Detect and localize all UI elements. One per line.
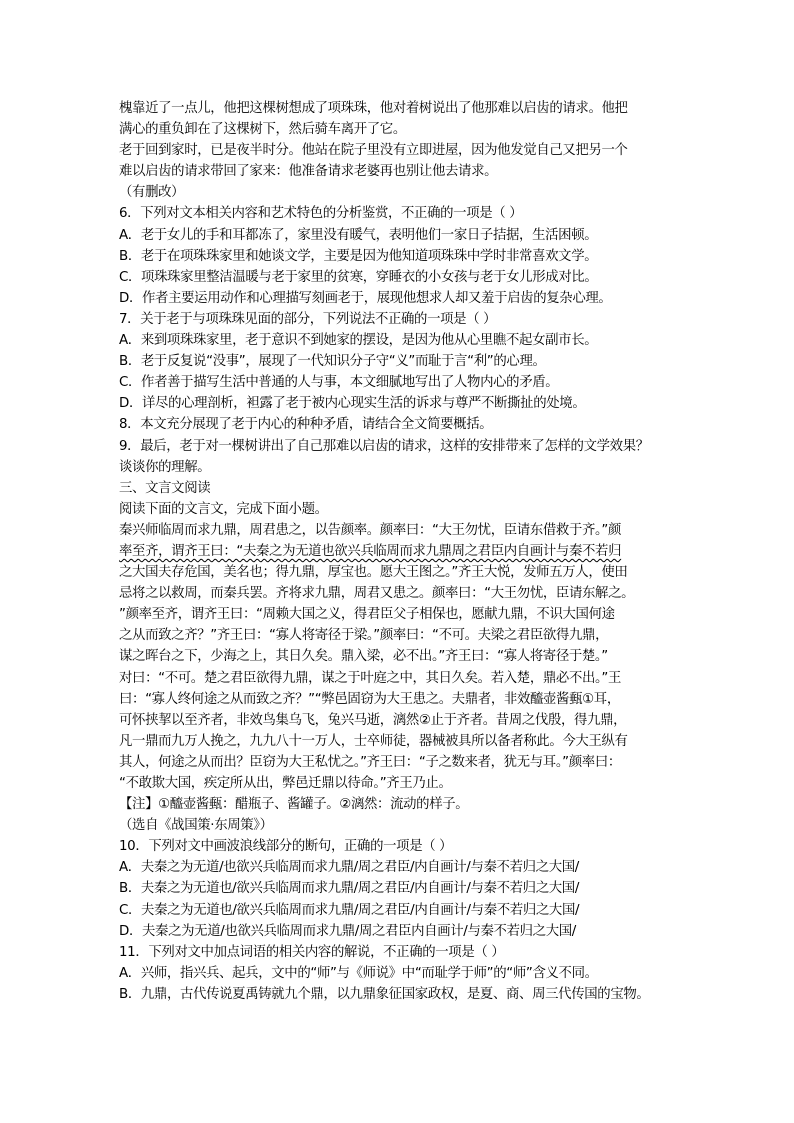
question-7-option-a: A．来到项珠珠家里，老于意识不到她家的摆设，是因为他从心里瞧不起女副市长。 [119,333,598,349]
text-line: 难以启齿的请求带回了家来：他准备请求老婆再也别让他去请求。 [119,164,498,180]
classical-text-line: 谋之晖台之下，少海之上，其日久矣。鼎入梁，必不出。”齐王曰：“寡人将寄径于楚。” [119,649,608,665]
classical-text-line: 曰：“寡人终何途之从而致之齐？”“弊邑固窃为大王患之。夫鼎者，非效醯壶酱甀①耳， [119,691,620,707]
classical-text-line: 对曰：“不可。楚之君臣欲得九鼎，谋之于叶庭之中，其日久矣。若入楚，鼎必不出。”王 [119,670,622,686]
question-6-option-a: A．老于女儿的手和耳都冻了，家里没有暖气，表明他们一家日子拮据，生活困顿。 [119,227,598,243]
annotation-note: 【注】①醯壶酱甀：醋瓶子、酱罐子。②漓然：流动的样子。 [119,797,469,813]
source-note: （有删改） [119,185,185,201]
classical-text-line: 之大国夫存危国，美名也；得九鼎，厚宝也。愿大王图之。”齐王大悦，发师五万人，使田 [119,565,628,581]
question-7: 7．关于老于与项珠珠见面的部分，下列说法不正确的一项是（ ） [119,311,497,327]
classical-text-line: 忌将之以救周，而秦兵罢。齐将求九鼎，周君又患之。颜率曰：“大王勿忧，臣请东解之。 [119,586,635,602]
question-7-option-b: B．老于反复说“没事”，展现了一代知识分子守“义”而耻于言“利”的心理。 [119,354,546,370]
classical-text-line: 秦兴师临周而求九鼎，周君患之，以告颜率。颜率曰：“大王勿忧，臣请东借救于齐。”颜 [119,522,622,538]
question-6-option-b: B．老于在项珠珠家里和她谈文学，主要是因为他知道项珠珠中学时非常喜欢文学。 [119,248,598,264]
question-10-option-c: C．夫秦之为无道也/欲兴兵临周而求九鼎/周之君臣/内自画计/与秦不若归之大国/ [119,902,580,918]
question-10-option-d: D．夫秦之为无道/也欲兴兵临周而求九鼎/周之君臣内自画计/与秦不若归之大国/ [119,923,576,939]
text-line: 槐靠近了一点儿，他把这棵树想成了项珠珠，他对着树说出了他那难以启齿的请求。他把 [119,101,628,116]
classical-text-line: “不敢欺大国，疾定所从出，弊邑迁鼎以待命。”齐王乃止。 [119,776,452,791]
classical-text-line: 其人，何途之从而出？臣窃为大王私忧之。”齐王曰：“子之数来者，犹无与耳。”颜率曰： [119,754,621,770]
question-9-cont: 谈谈你的理解。 [119,459,211,475]
classical-text-line: 之从而致之齐？”齐王曰：“寡人将寄径于梁。”颜率曰：“不可。夫梁之君臣欲得九鼎， [119,628,609,644]
question-10: 10．下列对文中画波浪线部分的断句，正确的一项是（ ） [119,839,453,855]
question-6: 6．下列对文本相关内容和艺术特色的分析鉴赏，不正确的一项是（ ） [119,206,523,222]
source-note: （选自《战国策·东周策》） [119,818,273,834]
question-11: 11．下列对文中加点词语的相关内容的解说，不正确的一项是（ ） [119,944,505,960]
document-page [119,98,689,1005]
question-11-option-a: A．兴师，指兴兵、起兵，文中的“师”与《师说》中“而耻学于师”的“师”含义不同。 [119,965,598,981]
section-heading: 三、文言文阅读 [119,480,211,496]
text-line: 老于回到家时，已是夜半时分。他站在院子里没有立即进屋，因为他发觉自己又把另一个 [119,143,628,159]
question-7-option-c: C．作者善于描写生活中普通的人与事，本文细腻地写出了人物内心的矛盾。 [119,375,559,391]
question-11-option-b: B．九鼎，古代传说夏禹铸就九个鼎，以九鼎象征国家政权，是夏、商、周三代传国的宝物。 [119,986,650,1002]
question-8: 8．本文充分展现了老于内心的种种矛盾，请结合全文简要概括。 [119,417,493,433]
question-10-option-b: B．夫秦之为无道也/欲兴兵临周而求九鼎/周之君臣/内自画计/与秦不若归之大国/ [119,881,579,897]
question-6-option-c: C．项珠珠家里整洁温暖与老于家里的贫寒，穿睡衣的小女孩与老于女儿形成对比。 [119,269,598,285]
classical-text-line: 可怀挟挈以至齐者，非效鸟集乌飞，兔兴马逝，漓然②止于齐者。昔周之伐殷，得九鼎， [119,712,627,728]
question-7-option-d: D．详尽的心理剖析，袒露了老于被内心现实生活的诉求与尊严不断撕扯的处境。 [119,396,586,412]
classical-text-line: ”颜率至齐，谓齐王曰：“周赖大国之义，得君臣父子相保也，愿献九鼎，不识大国何途 [119,607,615,623]
section-instruction: 阅读下面的文言文，完成下面小题。 [119,501,328,517]
classical-text-line [119,541,689,562]
wavy-text: 率至齐，谓齐王曰：“夫秦之为无道也欲兴兵临周而求九鼎周之君臣内自画计与秦不若归 [119,543,622,559]
text-line: 满心的重负卸在了这棵树下，然后骑车离开了它。 [119,122,406,138]
question-10-option-a: A．夫秦之为无道/也欲兴兵临周而求九鼎/周之君臣/内自画计/与秦不若归之大国/ [119,860,579,876]
classical-text-line: 凡一鼎而九万人挽之，九九八十一万人，士卒师徒，器械被具所以备者称此。今大王纵有 [119,733,628,749]
question-6-option-d: D．作者主要运用动作和心理描写刻画老于，展现他想求人却又羞于启齿的复杂心理。 [119,290,612,306]
question-9: 9．最后，老于对一棵树讲出了自己那难以启齿的请求，这样的安排带来了怎样的文学效果？ [119,438,649,454]
